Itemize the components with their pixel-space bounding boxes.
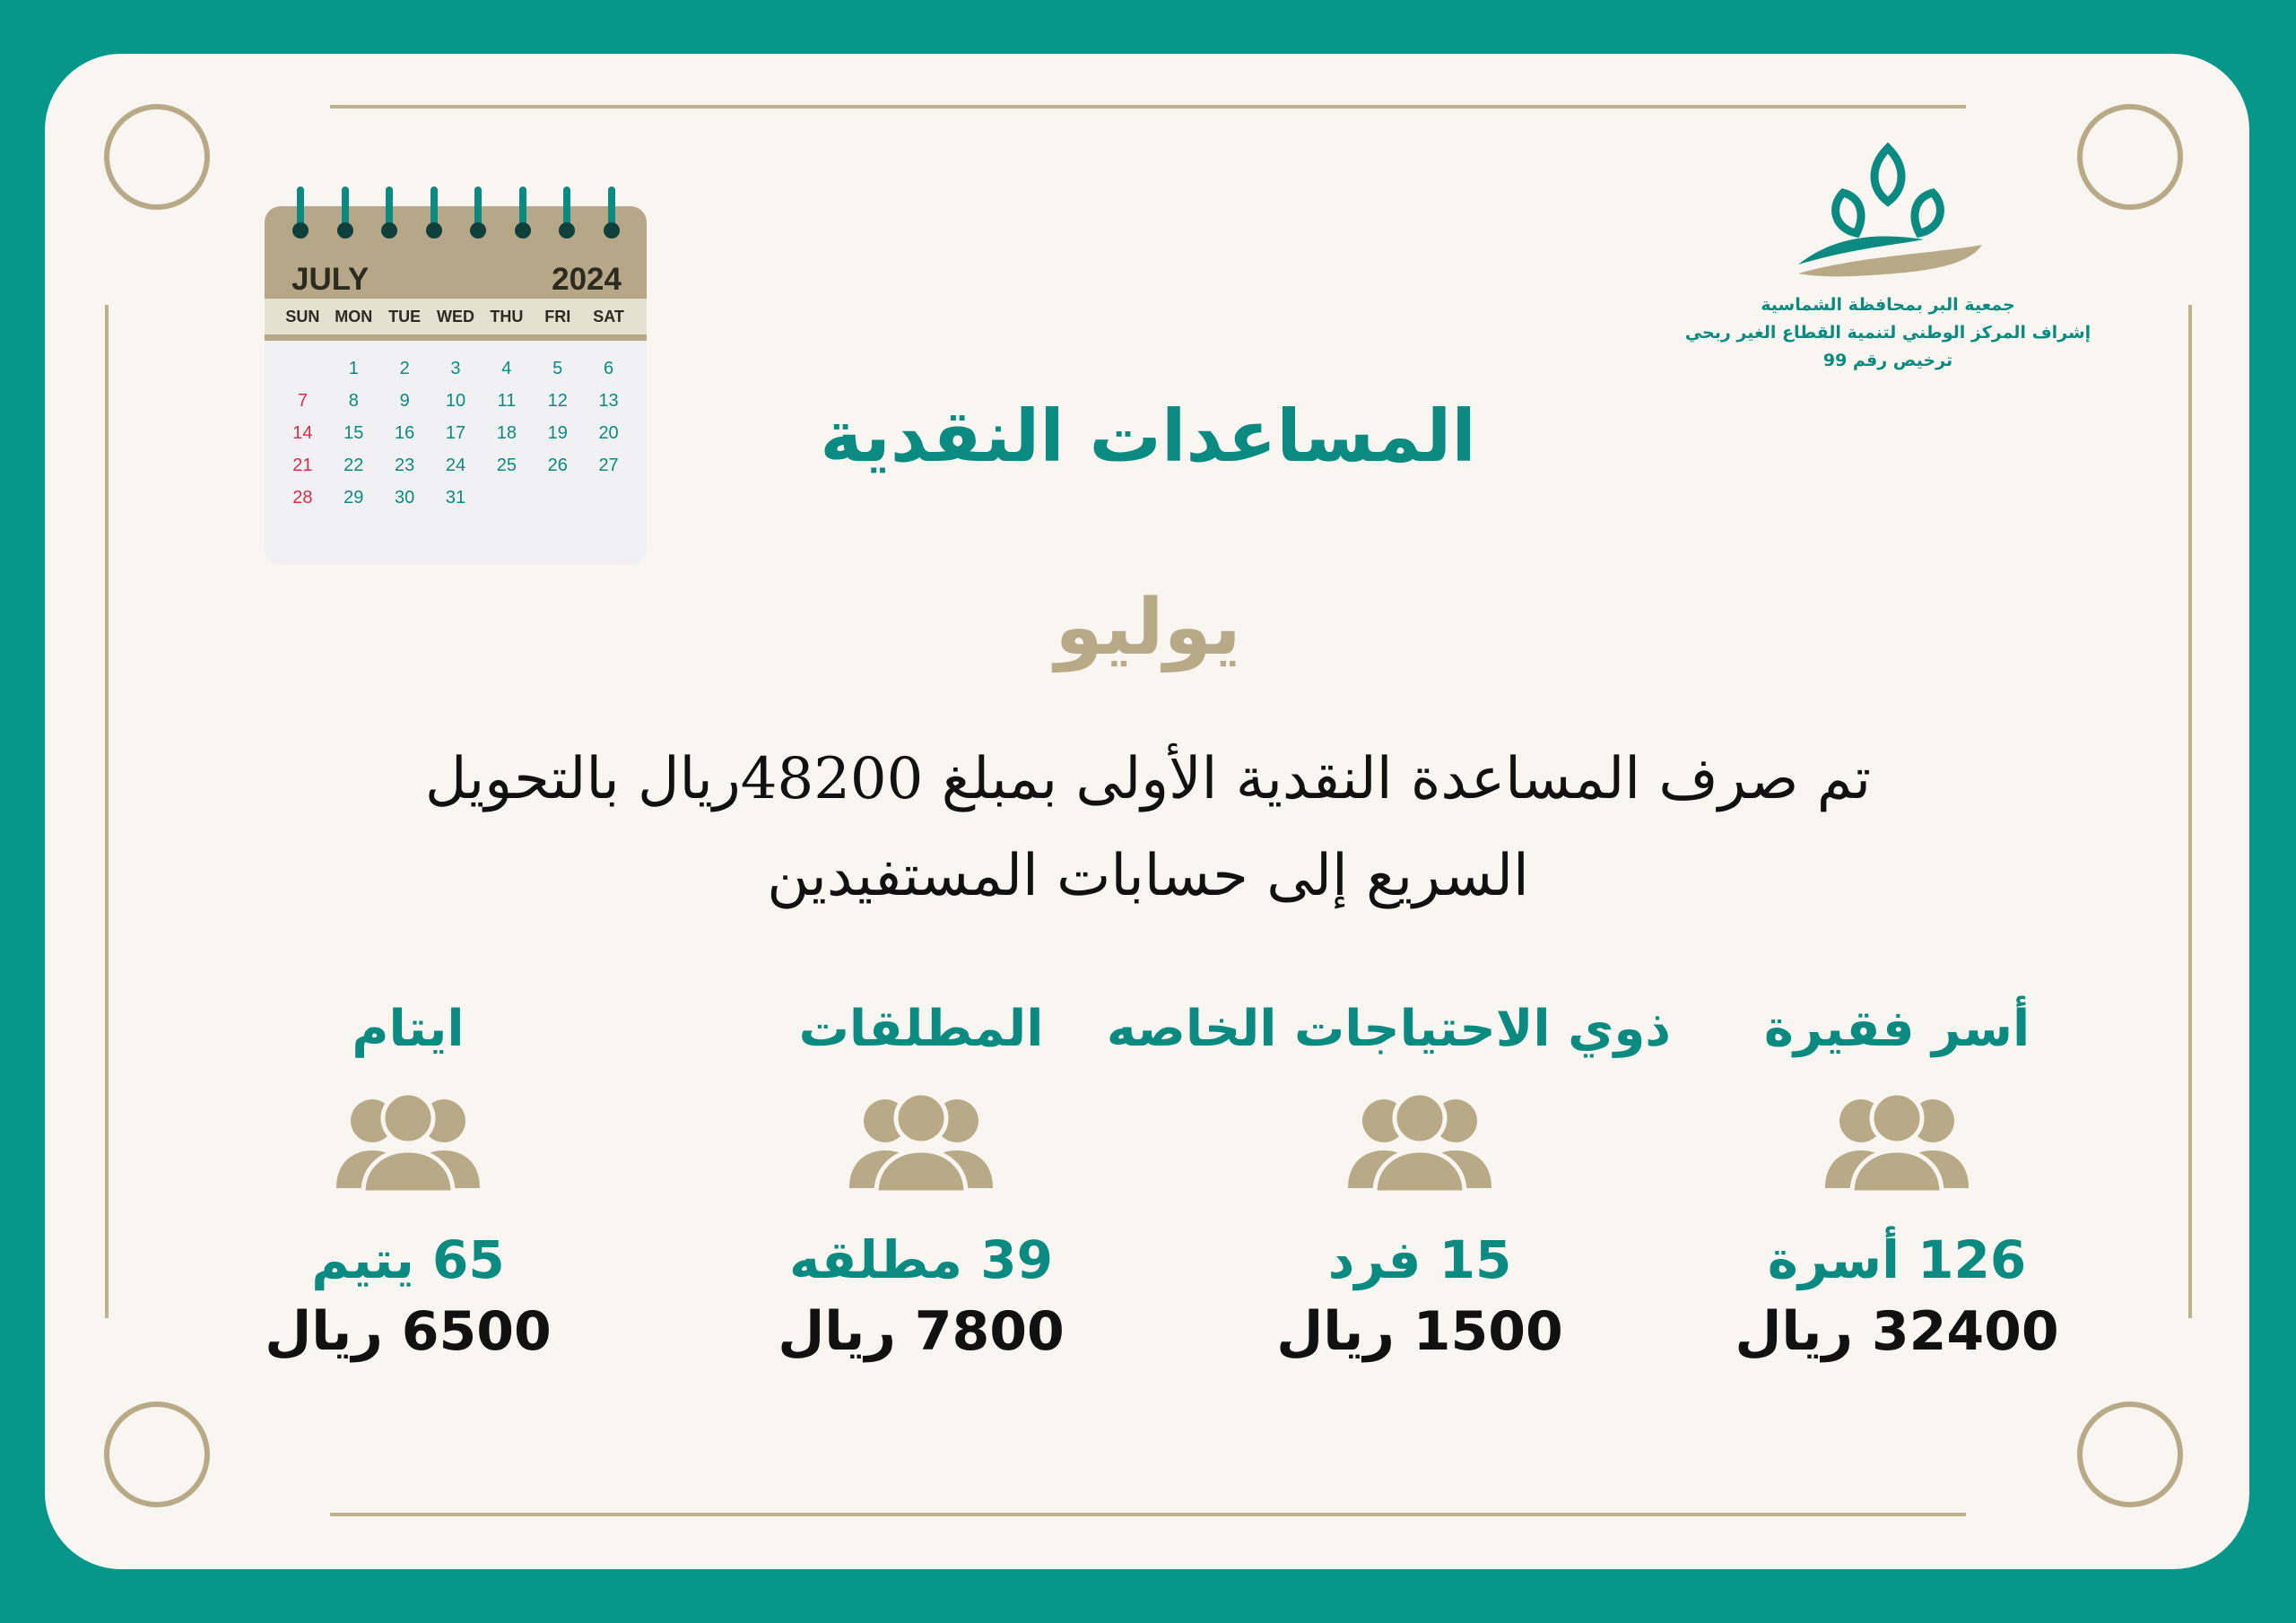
corner-circle-bottom-right: [2077, 1402, 2183, 1507]
people-group-icon: [1169, 1072, 1671, 1224]
stat-divorced: [670, 986, 1172, 1367]
calendar-year: 2024: [552, 262, 622, 297]
calendar-day: 4: [501, 359, 512, 378]
calendar-day: 16: [395, 423, 415, 443]
stat-count: 65 يتيم: [311, 1229, 505, 1290]
calendar-ring: [559, 187, 575, 242]
weekday-label: SAT: [593, 307, 624, 325]
calendar-day: 6: [604, 359, 614, 378]
calendar-ring: [515, 187, 531, 242]
calendar-day: 2: [399, 359, 410, 378]
calendar-weekdays: [265, 299, 647, 334]
calendar-ring: [470, 187, 486, 242]
description-line-2: السريع إلى حسابات المستفيدين: [767, 843, 1529, 909]
organization-supervision: إشراف المركز الوطني لتنمية القطاع الغير ربحي: [1684, 323, 2092, 343]
people-group-icon: [670, 1072, 1172, 1224]
corner-circle-top-left: [104, 104, 210, 210]
stat-poor-families: [1646, 986, 2148, 1367]
calendar-day: 27: [598, 456, 619, 475]
calendar-divider: [265, 334, 647, 341]
calendar-day: 17: [445, 423, 466, 443]
calendar-day: 18: [496, 423, 517, 443]
people-group-icon: [1646, 1072, 2148, 1224]
corner-circle-top-right: [2077, 104, 2183, 210]
stat-label: ايتام: [352, 1000, 465, 1058]
stat-amount: 6500 ريال: [265, 1300, 552, 1363]
calendar-header: [265, 206, 647, 299]
calendar-day: 31: [445, 488, 466, 508]
calendar-day: 10: [445, 391, 466, 411]
weekday-label: WED: [436, 307, 474, 325]
description: [341, 731, 1955, 924]
calendar-ring: [604, 187, 620, 242]
calendar-day: 3: [450, 359, 461, 378]
calendar-day: 12: [547, 391, 568, 411]
stat-special-needs: [1106, 986, 1671, 1367]
page-title: المساعدات النقدية: [820, 395, 1476, 478]
calendar-day: [583, 486, 634, 509]
calendar-day: 19: [547, 423, 568, 443]
calendar-day: 15: [344, 423, 364, 443]
weekday-label: SUN: [285, 307, 320, 325]
calendar-month: JULY: [291, 262, 370, 297]
stat-count: 126 أسرة: [1767, 1229, 2027, 1290]
calendar-day: 22: [344, 456, 364, 475]
weekday-label: MON: [335, 307, 373, 325]
calendar-day: 26: [547, 456, 568, 475]
weekday-label: THU: [490, 307, 524, 325]
calendar-day: [277, 357, 328, 380]
calendar-day: 20: [598, 423, 619, 443]
calendar-day: 11: [497, 391, 517, 411]
calendar-day: 13: [598, 391, 619, 411]
calendar-day: 29: [344, 488, 364, 508]
weekday-label: FRI: [544, 307, 571, 325]
calendar-day: [481, 486, 532, 509]
calendar-ring: [426, 187, 442, 242]
calendar-day: 28: [292, 488, 313, 508]
organization-name: جمعية البر بمحافظة الشماسية: [1761, 295, 2015, 315]
corner-circle-bottom-left: [104, 1402, 210, 1507]
organization-info: [1668, 291, 2108, 375]
calendar-day: 14: [292, 423, 313, 443]
leaves-logo-icon: [1780, 139, 1996, 291]
calendar-day: 5: [552, 359, 563, 378]
stat-amount: 32400 ريال: [1735, 1300, 2059, 1363]
frame-line-bottom: [330, 1513, 1966, 1516]
calendar-day: 25: [496, 456, 517, 475]
organization-license: ترخيص رقم 99: [1822, 351, 1953, 370]
stat-amount: 1500 ريال: [1276, 1300, 1563, 1363]
frame-line-top: [330, 105, 1966, 108]
stat-count: 39 مطلقه: [789, 1229, 1053, 1290]
weekday-label: TUE: [388, 307, 422, 325]
month-name: يوليو: [1055, 583, 1241, 673]
calendar-day: 23: [395, 456, 415, 475]
calendar-day: 21: [292, 456, 313, 475]
calendar-ring: [381, 187, 397, 242]
people-group-icon: [157, 1072, 659, 1224]
calendar-ring: [292, 187, 309, 242]
description-line-1: تم صرف المساعدة النقدية الأولى بمبلغ 48200ريال بالتحويل: [424, 746, 1872, 812]
calendar: [265, 206, 647, 565]
calendar-day: 1: [348, 359, 359, 378]
calendar-ring: [337, 187, 353, 242]
stat-orphans: [157, 986, 659, 1367]
stat-count: 15 فرد: [1327, 1229, 1512, 1290]
calendar-day: 9: [399, 391, 410, 411]
calendar-day: 7: [297, 391, 308, 411]
calendar-day: 30: [395, 488, 415, 508]
calendar-day: 8: [348, 391, 359, 411]
stat-label: المطلقات: [798, 1000, 1044, 1058]
calendar-day: [532, 486, 583, 509]
stat-label: أسر فقيرة: [1763, 1000, 2031, 1058]
stat-amount: 7800 ريال: [778, 1300, 1065, 1363]
stat-label: ذوي الاحتياجات الخاصه: [1106, 1000, 1671, 1058]
calendar-day: 24: [445, 456, 466, 475]
